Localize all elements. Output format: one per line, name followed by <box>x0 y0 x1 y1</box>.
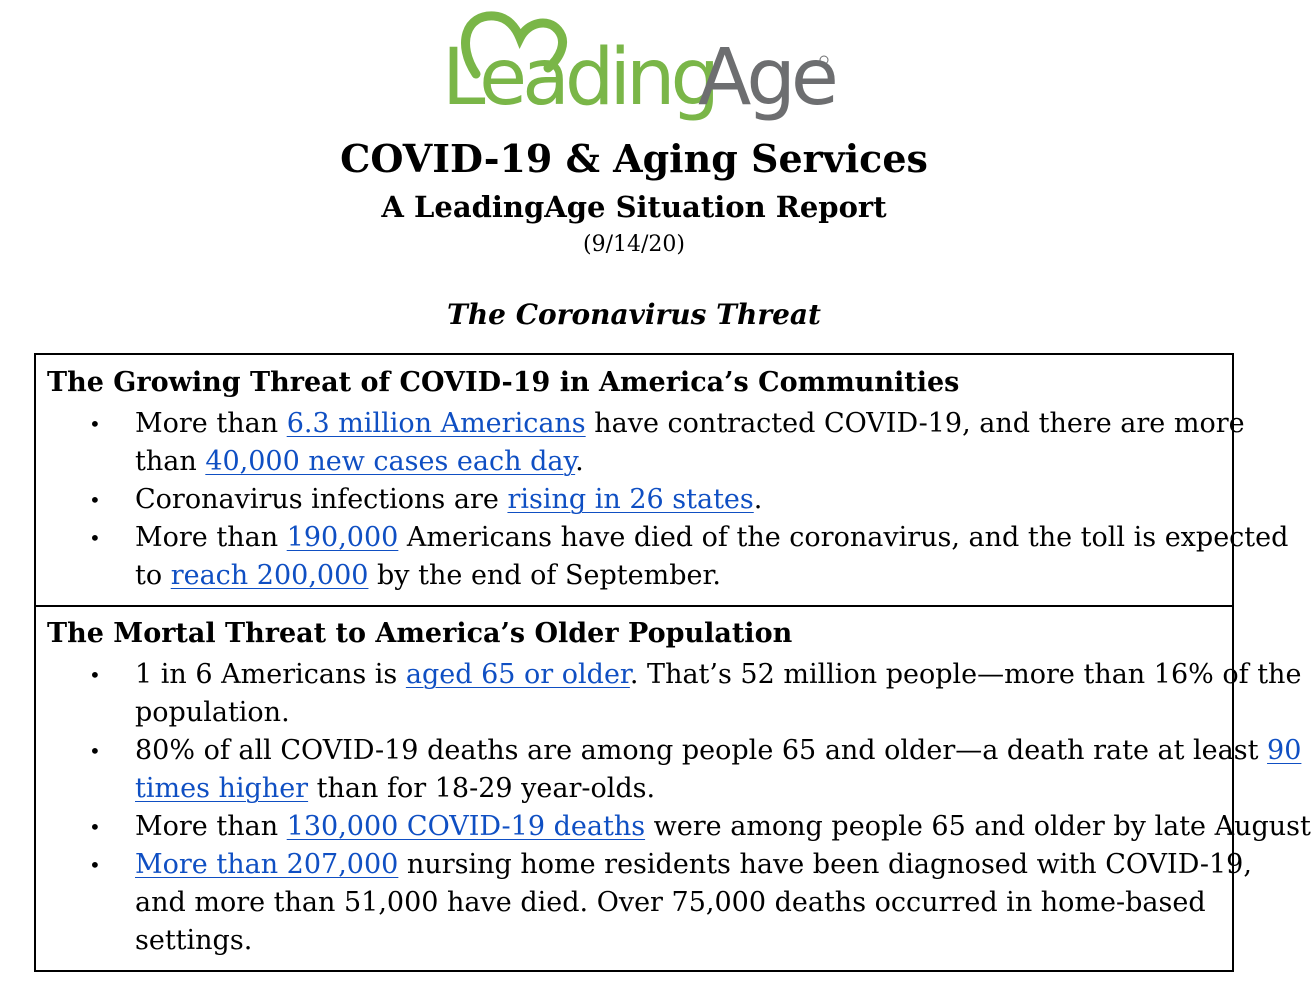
link-more-than-207000[interactable]: More than 207,000 <box>135 849 399 880</box>
list-item: • 80% of all COVID-19 deaths are among people 65 and older—a death rate at least 90 <box>135 732 1301 770</box>
list-item: • More than 207,000 nursing home residents have been diagnosed with COVID-19, <box>135 846 1252 884</box>
list-item-continuation: and more than 51,000 have died. Over 75,000 deaths occurred in home-based <box>135 887 1206 918</box>
list-item-continuation: settings. <box>135 925 253 956</box>
section-heading: The Coronavirus Threat <box>446 298 821 331</box>
link-aged-65-or-older[interactable]: aged 65 or older <box>405 659 630 690</box>
list-item-continuation: population. <box>135 697 290 728</box>
bullet-dot: • <box>89 663 101 687</box>
logo-leading-text: Leading <box>442 33 716 123</box>
list-item: • 1 in 6 Americans is aged 65 or older. That’s 52 million people—more than 16% of the <box>135 656 1301 694</box>
report-subtitle: A LeadingAge Situation Report <box>381 190 887 224</box>
bullet-dot: • <box>89 412 101 436</box>
communities-threat-box <box>34 353 1289 607</box>
link-6-3-million-americans[interactable]: 6.3 million Americans <box>286 408 586 439</box>
link-reach-200000[interactable]: reach 200,000 <box>170 560 369 591</box>
link-90-times-higher[interactable]: 90 <box>1267 735 1302 766</box>
logo-age-text: Age <box>698 33 834 123</box>
bullet-dot: • <box>89 853 101 877</box>
leadingage-logo <box>436 4 836 132</box>
list-item-continuation: times higher than for 18-29 year-olds. <box>135 773 656 804</box>
list-item-continuation: to reach 200,000 by the end of September. <box>135 560 721 591</box>
link-90-times-higher-cont[interactable]: times higher <box>135 773 309 804</box>
list-item: • Coronavirus infections are rising in 26 states. <box>135 481 762 519</box>
link-130000-covid-19-deaths[interactable]: 130,000 COVID-19 deaths <box>286 811 646 842</box>
link-40000-new-cases[interactable]: 40,000 new cases each day <box>205 446 576 477</box>
leadingage-logo-graphic <box>436 4 836 132</box>
list-item-continuation: than 40,000 new cases each day. <box>135 446 584 477</box>
list-item: • More than 130,000 COVID-19 deaths were among people 65 and older by late August <box>135 808 1311 846</box>
report-title: COVID-19 & Aging Services <box>340 136 928 181</box>
older-population-threat-box <box>34 605 1311 972</box>
link-rising-in-26-states[interactable]: rising in 26 states <box>507 484 754 515</box>
older-population-threat-heading: The Mortal Threat to America’s Older Population <box>47 618 793 649</box>
bullet-dot: • <box>89 488 101 512</box>
bullet-dot: • <box>89 526 101 550</box>
bullet-dot: • <box>89 815 101 839</box>
list-item: • More than 6.3 million Americans have contracted COVID-19, and there are more <box>135 405 1245 443</box>
bullet-dot: • <box>89 739 101 763</box>
list-item: • More than 190,000 Americans have died of the coronavirus, and the toll is expected <box>135 519 1288 557</box>
communities-threat-heading: The Growing Threat of COVID-19 in America’s Communities <box>47 367 960 398</box>
link-190000[interactable]: 190,000 <box>286 522 399 553</box>
report-date: (9/14/20) <box>583 232 685 257</box>
